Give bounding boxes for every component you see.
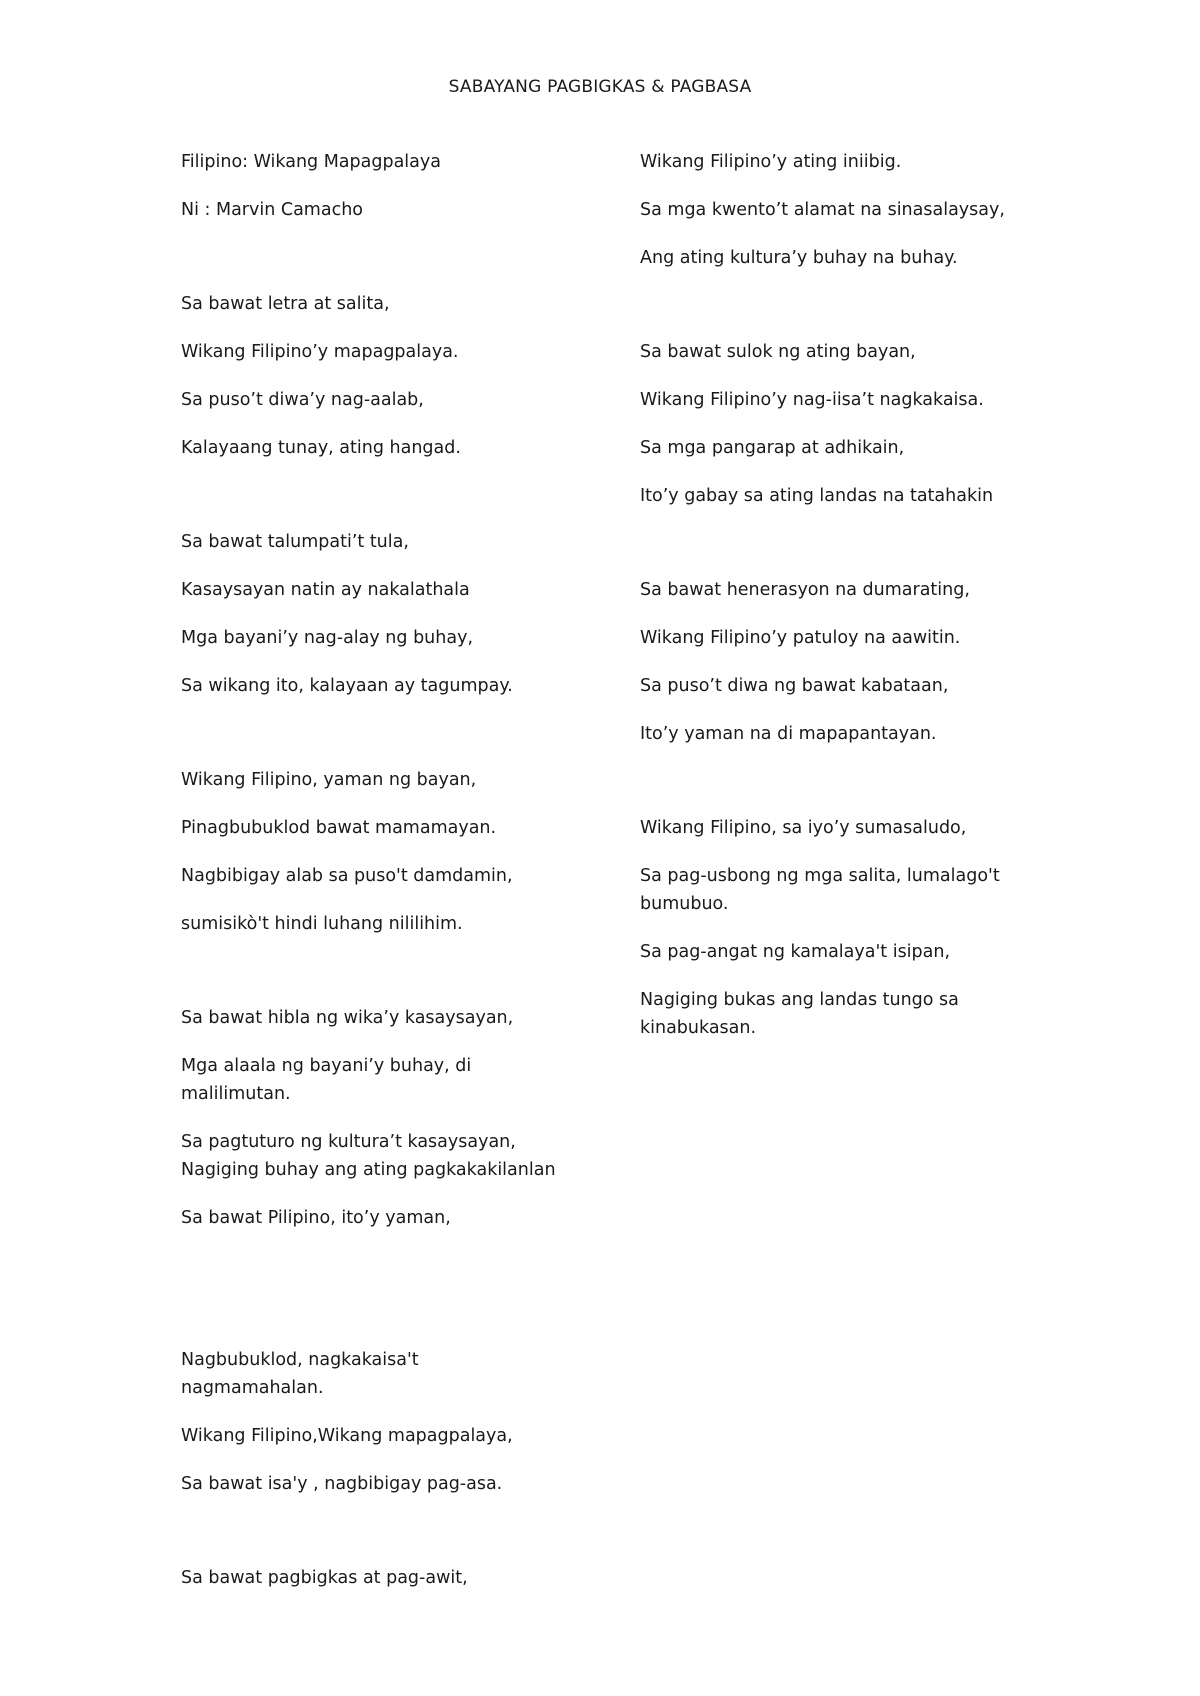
left-stanza-2 [181, 528, 571, 700]
verse-line: Wikang Filipino, yaman ng bayan, [181, 770, 477, 790]
verse-line: Wikang Filipino’y mapagpalaya. [181, 342, 459, 362]
verse-line: Sa pag-usbong ng mga salita, lumalago't bumubuo. [640, 866, 1000, 914]
right-stanza-2 [640, 338, 1060, 510]
verse-line: Sa bawat talumpati’t tula, [181, 532, 409, 552]
verse-line: Wikang Filipino’y ating iniibig. [640, 152, 902, 172]
verse-line: Nagiging bukas ang landas tungo sa kinabukasan. [640, 990, 959, 1038]
verse-line: Kasaysayan natin ay nakalathala [181, 580, 470, 600]
verse-line: Wikang Filipino’y nag-iisa’t nagkakaisa. [640, 390, 984, 410]
right-stanza-1 [640, 148, 1060, 272]
verse-line: Sa wikang ito, kalayaan ay tagumpay. [181, 676, 513, 696]
verse-line: sumisikò't hindi luhang nililihim. [181, 914, 463, 934]
left-stanza-4 [181, 1004, 571, 1232]
right-stanza-3 [640, 576, 1060, 748]
verse-line: Mga alaala ng bayani’y buhay, di malilimutan. [181, 1056, 472, 1104]
verse-line: Sa bawat letra at salita, [181, 294, 390, 314]
verse-line: Nagiging buhay ang ating pagkakakilanlan [181, 1160, 556, 1180]
verse-line: Mga bayani’y nag-alay ng buhay, [181, 628, 474, 648]
verse-line: Sa bawat sulok ng ating bayan, [640, 342, 916, 362]
right-column [640, 148, 1060, 1062]
left-stanza-3 [181, 766, 571, 938]
left-stanza-1 [181, 290, 571, 462]
right-stanza-4 [640, 814, 1060, 1042]
verse-line: Kalayaang tunay, ating hangad. [181, 438, 461, 458]
verse-line: Sa puso’t diwa’y nag-aalab, [181, 390, 424, 410]
verse-line: Nagbibigay alab sa puso't damdamin, [181, 866, 513, 886]
verse-line: Sa puso’t diwa ng bawat kabataan, [640, 676, 949, 696]
verse-line: Wikang Filipino,Wikang mapagpalaya, [181, 1426, 513, 1446]
verse-line: Sa bawat hibla ng wika’y kasaysayan, [181, 1008, 514, 1028]
verse-line: Ito’y gabay sa ating landas na tatahakin [640, 486, 994, 506]
left-stanza-6 [181, 1564, 571, 1592]
left-stanza-5 [181, 1346, 571, 1498]
verse-line: Nagbubuklod, nagkakaisa't nagmamahalan. [181, 1350, 419, 1398]
verse-line: Ito’y yaman na di mapapantayan. [640, 724, 937, 744]
poem-title: Filipino: Wikang Mapagpalaya [181, 152, 441, 172]
verse-line: Wikang Filipino’y patuloy na aawitin. [640, 628, 961, 648]
verse-line: Ang ating kultura’y buhay na buhay. [640, 248, 958, 268]
verse-line: Sa bawat Pilipino, ito’y yaman, [181, 1208, 451, 1228]
verse-line: Sa bawat isa'y , nagbibigay pag-asa. [181, 1474, 503, 1494]
page-title: SABAYANG PAGBIGKAS & PAGBASA [448, 77, 752, 97]
verse-line: Sa pag-angat ng kamalaya't isipan, [640, 942, 951, 962]
verse-line: Pinagbubuklod bawat mamamayan. [181, 818, 497, 838]
left-column [181, 148, 571, 1612]
verse-line: Sa mga kwento’t alamat na sinasalaysay, [640, 200, 1005, 220]
poem-author: Ni : Marvin Camacho [181, 200, 363, 220]
verse-line: Sa mga pangarap at adhikain, [640, 438, 905, 458]
verse-line: Wikang Filipino, sa iyo’y sumasaludo, [640, 818, 967, 838]
verse-line: Sa bawat henerasyon na dumarating, [640, 580, 970, 600]
verse-line: Sa bawat pagbigkas at pag-awit, [181, 1568, 468, 1588]
verse-line: Sa pagtuturo ng kultura’t kasaysayan, [181, 1132, 516, 1152]
